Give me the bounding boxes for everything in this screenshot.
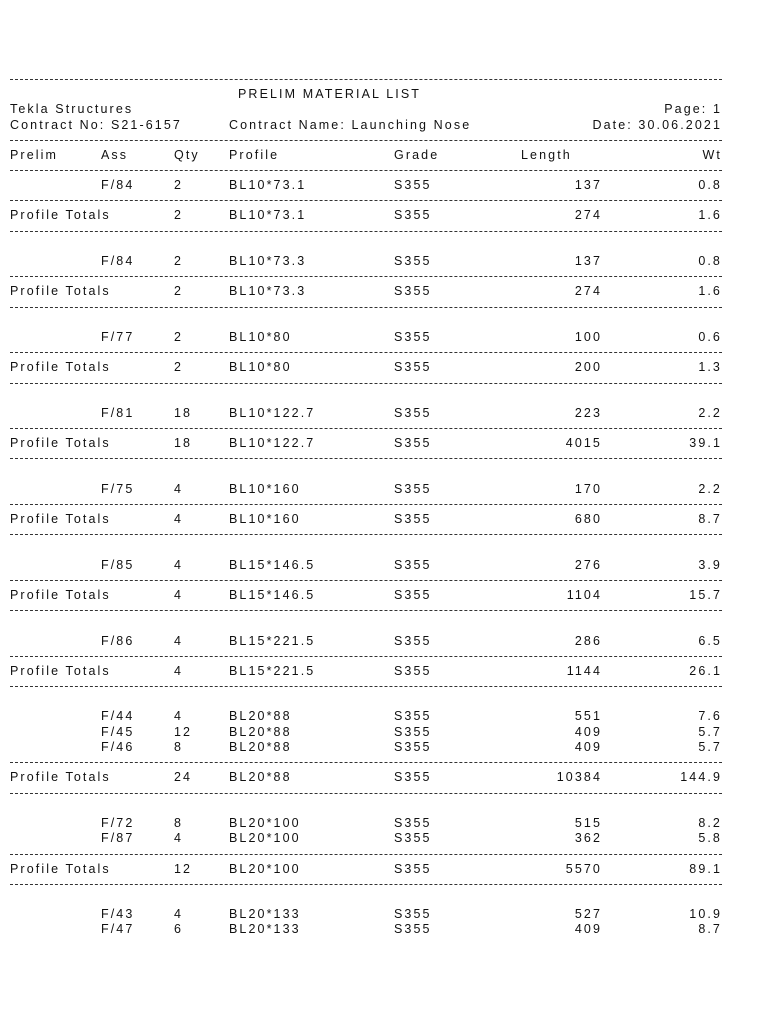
totals-label: Profile Totals bbox=[10, 208, 111, 223]
separator-line bbox=[10, 884, 722, 885]
cell-length: 409 bbox=[574, 724, 602, 739]
total-profile: BL15*221.5 bbox=[229, 663, 316, 678]
profile-totals-row bbox=[10, 588, 722, 603]
total-grade: S355 bbox=[394, 436, 432, 451]
cell-qty: 2 bbox=[174, 329, 184, 344]
table-row bbox=[10, 740, 722, 755]
totals-label: Profile Totals bbox=[10, 861, 111, 876]
cell-qty: 4 bbox=[174, 907, 184, 922]
cell-ass: F/77 bbox=[101, 329, 135, 344]
total-qty: 12 bbox=[174, 861, 193, 876]
cell-wt: 3.9 bbox=[698, 557, 722, 572]
table-row bbox=[10, 831, 722, 846]
cell-length: 362 bbox=[574, 831, 602, 846]
total-profile: BL10*73.1 bbox=[229, 208, 307, 223]
cell-length: 137 bbox=[574, 254, 602, 269]
contract-line bbox=[10, 118, 722, 133]
separator-line bbox=[10, 383, 722, 384]
cell-wt: 2.2 bbox=[698, 481, 722, 496]
cell-length: 286 bbox=[574, 633, 602, 648]
report-date: Date: 30.06.2021 bbox=[592, 117, 722, 132]
total-grade: S355 bbox=[394, 861, 432, 876]
cell-profile: BL15*221.5 bbox=[229, 633, 316, 648]
total-wt: 15.7 bbox=[689, 587, 722, 602]
table-row bbox=[10, 634, 722, 649]
total-profile: BL10*73.3 bbox=[229, 284, 307, 299]
cell-grade: S355 bbox=[394, 831, 432, 846]
separator-line bbox=[10, 231, 722, 232]
cell-ass: F/86 bbox=[101, 633, 135, 648]
cell-profile: BL20*133 bbox=[229, 907, 301, 922]
total-length: 200 bbox=[574, 360, 602, 375]
cell-length: 170 bbox=[574, 481, 602, 496]
separator-line bbox=[10, 686, 722, 687]
total-wt: 144.9 bbox=[680, 770, 722, 785]
total-length: 680 bbox=[574, 512, 602, 527]
blank-line bbox=[10, 892, 722, 907]
cell-ass: F/87 bbox=[101, 831, 135, 846]
cell-ass: F/47 bbox=[101, 922, 135, 937]
cell-ass: F/44 bbox=[101, 709, 135, 724]
cell-grade: S355 bbox=[394, 907, 432, 922]
cell-length: 276 bbox=[574, 557, 602, 572]
total-profile: BL20*88 bbox=[229, 770, 292, 785]
total-wt: 1.6 bbox=[698, 208, 722, 223]
cell-profile: BL20*100 bbox=[229, 831, 301, 846]
blank-line bbox=[10, 466, 722, 481]
separator-line bbox=[10, 656, 722, 657]
profile-totals-row bbox=[10, 208, 722, 223]
separator-line bbox=[10, 762, 722, 763]
separator-line bbox=[10, 200, 722, 201]
table-row bbox=[10, 816, 722, 831]
total-length: 274 bbox=[574, 284, 602, 299]
total-wt: 1.6 bbox=[698, 284, 722, 299]
column-header-ass: Ass bbox=[101, 147, 129, 162]
cell-qty: 4 bbox=[174, 481, 184, 496]
cell-grade: S355 bbox=[394, 724, 432, 739]
cell-length: 551 bbox=[574, 709, 602, 724]
profile-totals-row bbox=[10, 360, 722, 375]
cell-ass: F/43 bbox=[101, 907, 135, 922]
separator-line bbox=[10, 140, 722, 141]
total-wt: 26.1 bbox=[689, 663, 722, 678]
cell-ass: F/81 bbox=[101, 405, 135, 420]
total-profile: BL10*160 bbox=[229, 512, 301, 527]
cell-qty: 6 bbox=[174, 922, 184, 937]
cell-profile: BL20*133 bbox=[229, 922, 301, 937]
totals-label: Profile Totals bbox=[10, 512, 111, 527]
total-qty: 2 bbox=[174, 360, 184, 375]
separator-line bbox=[10, 352, 722, 353]
profile-totals-row bbox=[10, 770, 722, 785]
cell-grade: S355 bbox=[394, 922, 432, 937]
cell-grade: S355 bbox=[394, 329, 432, 344]
cell-grade: S355 bbox=[394, 405, 432, 420]
total-wt: 1.3 bbox=[698, 360, 722, 375]
blank-line bbox=[10, 315, 722, 330]
cell-grade: S355 bbox=[394, 815, 432, 830]
software-line bbox=[10, 102, 722, 117]
material-groups bbox=[10, 178, 722, 938]
cell-length: 223 bbox=[574, 405, 602, 420]
total-length: 1104 bbox=[566, 587, 602, 602]
cell-ass: F/45 bbox=[101, 724, 135, 739]
table-row bbox=[10, 709, 722, 724]
cell-grade: S355 bbox=[394, 740, 432, 755]
cell-profile: BL10*73.3 bbox=[229, 254, 307, 269]
total-length: 5570 bbox=[565, 861, 602, 876]
total-profile: BL10*122.7 bbox=[229, 436, 316, 451]
cell-qty: 2 bbox=[174, 178, 184, 193]
cell-length: 100 bbox=[574, 329, 602, 344]
cell-length: 527 bbox=[574, 907, 602, 922]
profile-totals-row bbox=[10, 284, 722, 299]
totals-label: Profile Totals bbox=[10, 360, 111, 375]
cell-profile: BL20*88 bbox=[229, 724, 292, 739]
table-row bbox=[10, 725, 722, 740]
table-row bbox=[10, 482, 722, 497]
cell-wt: 5.7 bbox=[698, 724, 722, 739]
cell-qty: 4 bbox=[174, 557, 184, 572]
table-row bbox=[10, 907, 722, 922]
cell-profile: BL10*80 bbox=[229, 329, 292, 344]
total-profile: BL10*80 bbox=[229, 360, 292, 375]
blank-line bbox=[10, 618, 722, 633]
cell-wt: 5.7 bbox=[698, 740, 722, 755]
page-number: Page: 1 bbox=[664, 102, 722, 117]
separator-line bbox=[10, 504, 722, 505]
total-grade: S355 bbox=[394, 770, 432, 785]
profile-totals-row bbox=[10, 664, 722, 679]
column-header-qty: Qty bbox=[174, 147, 200, 162]
cell-profile: BL10*122.7 bbox=[229, 405, 316, 420]
total-grade: S355 bbox=[394, 284, 432, 299]
cell-grade: S355 bbox=[394, 178, 432, 193]
separator-line bbox=[10, 580, 722, 581]
cell-qty: 8 bbox=[174, 740, 184, 755]
total-qty: 4 bbox=[174, 512, 184, 527]
total-wt: 89.1 bbox=[689, 861, 722, 876]
separator-line bbox=[10, 276, 722, 277]
total-grade: S355 bbox=[394, 587, 432, 602]
cell-wt: 0.8 bbox=[698, 178, 722, 193]
separator-line bbox=[10, 428, 722, 429]
cell-wt: 8.2 bbox=[698, 815, 722, 830]
cell-qty: 2 bbox=[174, 254, 184, 269]
total-wt: 39.1 bbox=[689, 436, 722, 451]
blank-line bbox=[10, 542, 722, 557]
cell-wt: 6.5 bbox=[698, 633, 722, 648]
total-qty: 4 bbox=[174, 663, 184, 678]
separator-line bbox=[10, 307, 722, 308]
blank-line bbox=[10, 694, 722, 709]
blank-line bbox=[10, 391, 722, 406]
table-row bbox=[10, 558, 722, 573]
column-header-row bbox=[10, 148, 722, 163]
totals-label: Profile Totals bbox=[10, 663, 111, 678]
cell-length: 515 bbox=[574, 815, 602, 830]
cell-ass: F/84 bbox=[101, 254, 135, 269]
column-header-length: Length bbox=[521, 147, 572, 162]
cell-qty: 4 bbox=[174, 709, 184, 724]
total-length: 10384 bbox=[556, 770, 602, 785]
total-qty: 24 bbox=[174, 770, 193, 785]
total-grade: S355 bbox=[394, 360, 432, 375]
cell-ass: F/46 bbox=[101, 740, 135, 755]
cell-grade: S355 bbox=[394, 557, 432, 572]
total-grade: S355 bbox=[394, 663, 432, 678]
separator-line bbox=[10, 534, 722, 535]
total-qty: 2 bbox=[174, 208, 184, 223]
table-row bbox=[10, 406, 722, 421]
cell-grade: S355 bbox=[394, 481, 432, 496]
cell-grade: S355 bbox=[394, 633, 432, 648]
cell-profile: BL20*88 bbox=[229, 740, 292, 755]
separator-line bbox=[10, 610, 722, 611]
cell-profile: BL15*146.5 bbox=[229, 557, 316, 572]
total-grade: S355 bbox=[394, 208, 432, 223]
total-profile: BL20*100 bbox=[229, 861, 301, 876]
cell-wt: 10.9 bbox=[689, 907, 722, 922]
totals-label: Profile Totals bbox=[10, 436, 111, 451]
table-row bbox=[10, 922, 722, 937]
cell-ass: F/75 bbox=[101, 481, 135, 496]
totals-label: Profile Totals bbox=[10, 587, 111, 602]
cell-grade: S355 bbox=[394, 254, 432, 269]
cell-ass: F/85 bbox=[101, 557, 135, 572]
report-title: PRELIM MATERIAL LIST bbox=[238, 87, 422, 101]
contract-name: Contract Name: Launching Nose bbox=[229, 117, 472, 132]
total-qty: 2 bbox=[174, 284, 184, 299]
total-qty: 18 bbox=[174, 436, 193, 451]
column-header-wt: Wt bbox=[702, 147, 722, 162]
totals-label: Profile Totals bbox=[10, 284, 111, 299]
contract-number: Contract No: S21-6157 bbox=[10, 117, 182, 132]
separator-line bbox=[10, 793, 722, 794]
cell-ass: F/84 bbox=[101, 178, 135, 193]
report-title-line bbox=[10, 87, 722, 102]
total-qty: 4 bbox=[174, 587, 184, 602]
cell-wt: 0.6 bbox=[698, 329, 722, 344]
table-row bbox=[10, 254, 722, 269]
table-row bbox=[10, 330, 722, 345]
table-row bbox=[10, 178, 722, 193]
cell-wt: 2.2 bbox=[698, 405, 722, 420]
separator-line bbox=[10, 79, 722, 80]
software-name: Tekla Structures bbox=[10, 102, 134, 117]
cell-wt: 0.8 bbox=[698, 254, 722, 269]
cell-wt: 5.8 bbox=[698, 831, 722, 846]
cell-qty: 4 bbox=[174, 831, 184, 846]
cell-qty: 8 bbox=[174, 815, 184, 830]
total-length: 4015 bbox=[565, 436, 602, 451]
total-length: 1144 bbox=[566, 663, 602, 678]
cell-wt: 7.6 bbox=[698, 709, 722, 724]
cell-profile: BL20*88 bbox=[229, 709, 292, 724]
cell-wt: 8.7 bbox=[698, 922, 722, 937]
cell-qty: 18 bbox=[174, 405, 193, 420]
column-header-profile: Profile bbox=[229, 147, 280, 162]
cell-length: 137 bbox=[574, 178, 602, 193]
cell-length: 409 bbox=[574, 740, 602, 755]
cell-length: 409 bbox=[574, 922, 602, 937]
column-header-prelim: Prelim bbox=[10, 147, 59, 162]
total-grade: S355 bbox=[394, 512, 432, 527]
cell-profile: BL10*73.1 bbox=[229, 178, 307, 193]
totals-label: Profile Totals bbox=[10, 770, 111, 785]
cell-qty: 12 bbox=[174, 724, 193, 739]
total-wt: 8.7 bbox=[698, 512, 722, 527]
cell-grade: S355 bbox=[394, 709, 432, 724]
profile-totals-row bbox=[10, 512, 722, 527]
blank-line bbox=[10, 801, 722, 816]
separator-line bbox=[10, 854, 722, 855]
total-profile: BL15*146.5 bbox=[229, 587, 316, 602]
cell-profile: BL10*160 bbox=[229, 481, 301, 496]
material-list-page bbox=[10, 72, 722, 938]
cell-ass: F/72 bbox=[101, 815, 135, 830]
total-length: 274 bbox=[574, 208, 602, 223]
separator-line bbox=[10, 458, 722, 459]
profile-totals-row bbox=[10, 436, 722, 451]
blank-line bbox=[10, 239, 722, 254]
cell-profile: BL20*100 bbox=[229, 815, 301, 830]
cell-qty: 4 bbox=[174, 633, 184, 648]
profile-totals-row bbox=[10, 862, 722, 877]
separator-line bbox=[10, 170, 722, 171]
column-header-grade: Grade bbox=[394, 147, 440, 162]
